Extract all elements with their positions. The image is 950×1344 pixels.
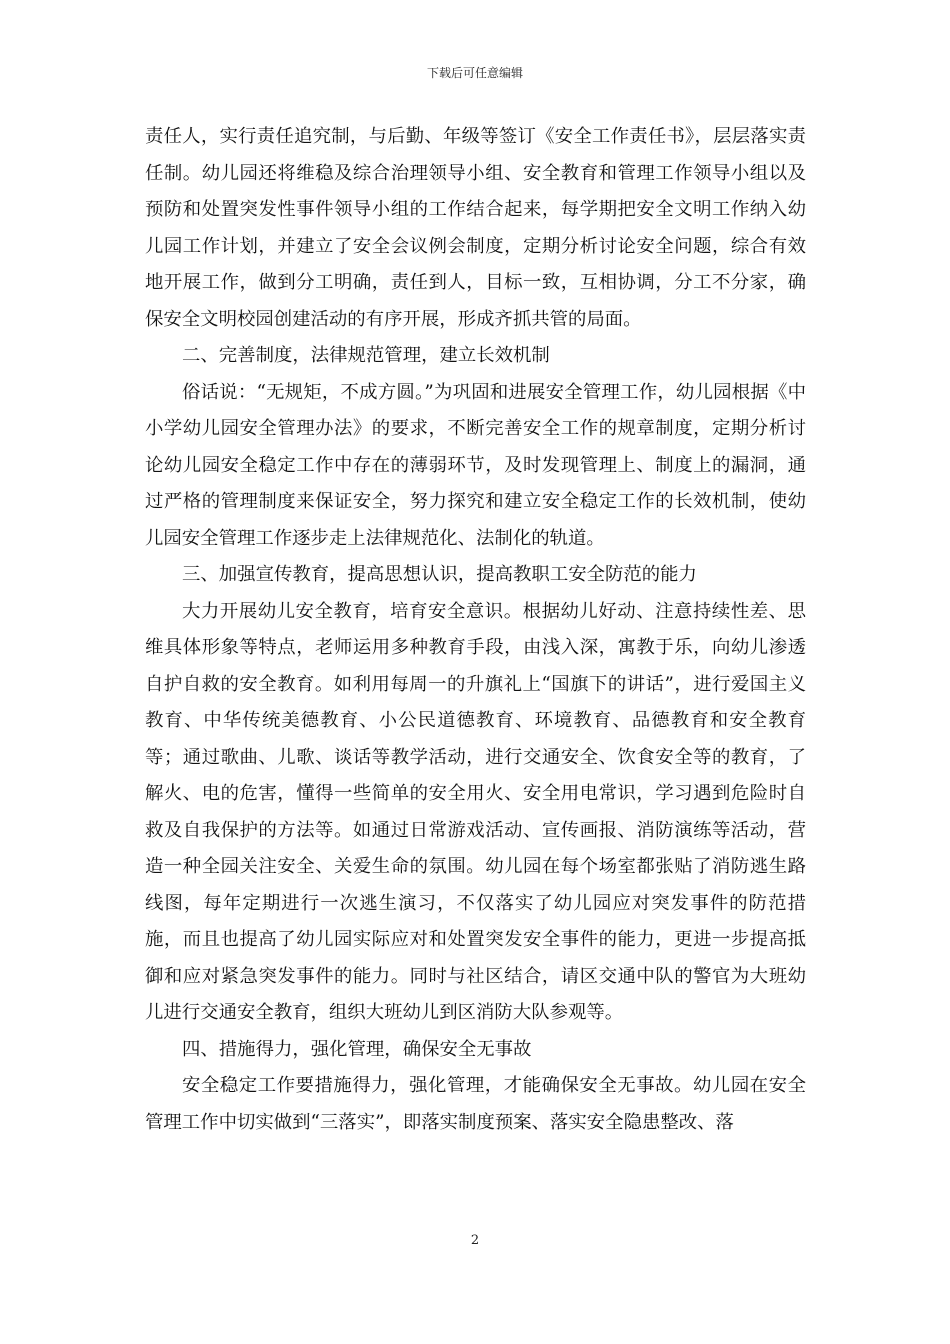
section-heading-3: 三、加强宣传教育，提高思想认识，提高教职工安全防范的能力 [182,564,697,585]
paragraph: 大力开展幼儿安全教育，培育安全意识。根据幼儿好动、注意持续性差、思维具体形象等特点，老师运用多种教育手段，由浅入深，寓教于乐，向幼儿渗透自护自救的安全教育。如利用每周一的升旗礼上“国旗下的讲话”，进行爱国主义教育、中华传统美德教育、小公民道德教育、环境教育、品德教育和安全教育等；通过歌曲、儿歌、谈话等教学活动，进行交通安全、饮食安全等的教育，了解火、电的危害，懂得一些简单的安全用火、安全用电常识，学习遇到危险时自救及自我保护的方法等。如通过日常游戏活动、宣传画报、消防演练等活动，营造一种全园关注安全、关爱生命的氛围。幼儿园在每个场室都张贴了消防逃生路线图，每年定期进行一次逃生演习，不仅落实了幼儿园应对突发事件的防范措施，而且也提高了幼儿园实际应对和处置突发安全事件的能力，更进一步提高抵御和应对紧急突发事件的能力。同时与社区结合，请区交通中队的警官为大班幼儿进行交通安全教育，组织大班幼儿到区消防大队参观等。 [145,600,806,1023]
paragraph: 安全稳定工作要措施得力，强化管理，才能确保安全无事故。幼儿园在安全管理工作中切实做到“三落实”，即落实制度预案、落实安全隐患整改、落 [145,1075,806,1133]
section-heading-4: 四、措施得力，强化管理，确保安全无事故 [182,1038,532,1060]
page-header: 下载后可任意编辑 [426,66,523,80]
document-body [145,119,806,1141]
section-heading-2: 二、完善制度，法律规范管理，建立长效机制 [182,345,550,366]
paragraph-continued: 责任人，实行责任追究制，与后勤、年级等签订《安全工作责任书》，层层落实责任制。幼儿园还将维稳及综合治理领导小组、安全教育和管理工作领导小组以及预防和处置突发性事件领导小组的工作结合起来，每学期把安全文明工作纳入幼儿园工作计划，并建立了安全会议例会制度，定期分析讨论安全问题，综合有效地开展工作，做到分工明确，责任到人，目标一致，互相协调，分工不分家，确保安全文明校园创建活动的有序开展，形成齐抓共管的局面。 [145,126,806,330]
page-number: 2 [470,1233,480,1248]
paragraph: 俗话说：“无规矩，不成方圆。”为巩固和进展安全管理工作，幼儿园根据《中小学幼儿园安全管理办法》的要求，不断完善安全工作的规章制度，定期分析讨论幼儿园安全稳定工作中存在的薄弱环节，及时发现管理上、制度上的漏洞，通过严格的管理制度来保证安全，努力探究和建立安全稳定工作的长效机制，使幼儿园安全管理工作逐步走上法律规范化、法制化的轨道。 [145,381,806,549]
